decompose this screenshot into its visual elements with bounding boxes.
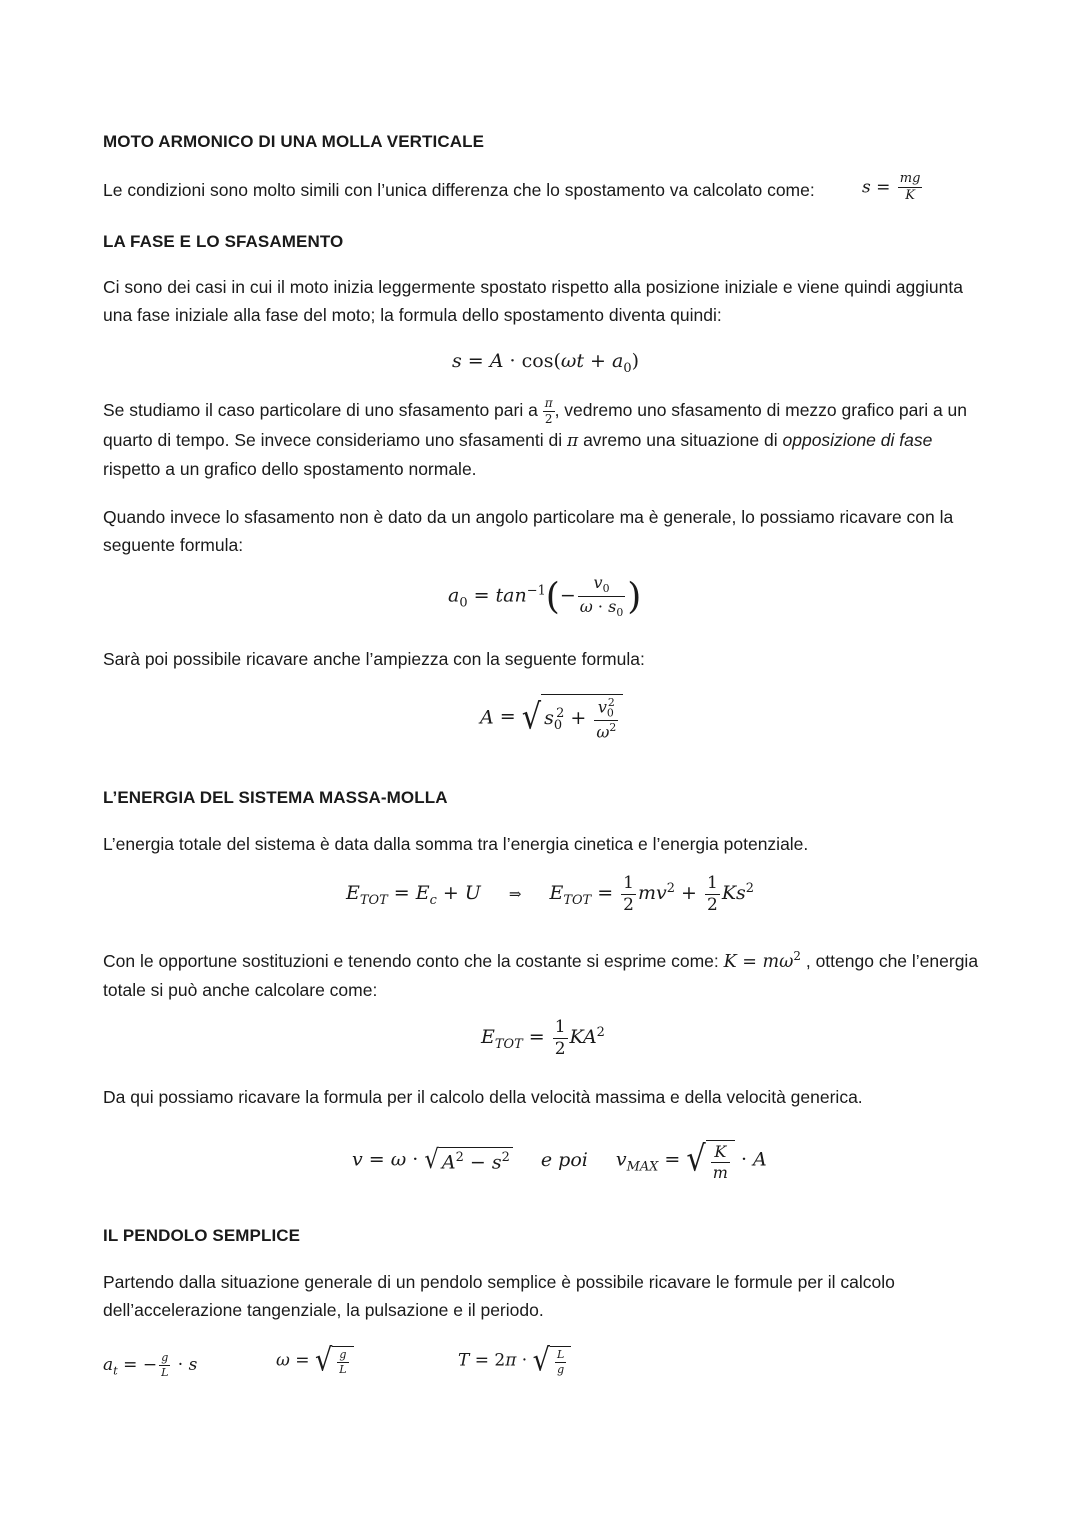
paragraph-vertical-spring: Le condizioni sono molto simili con l’unica differenza che lo spostamento va calcolato come: xyxy=(103,180,815,200)
paragraph-phase-cases: Se studiamo il caso particolare di uno sfasamento pari a $\frac{\pi}{2}$ , vedremo uno sfasamento di mezzo grafico pari a un quarto di tempo. Se invece consideriamo uno sfasamenti di π avremo una situazione di opposizione di fase rispetto a un grafico dello spostamento normale. xyxy=(103,395,968,480)
formula-displacement-mg-k: s = $\frac{mg}{K}$ xyxy=(862,171,921,204)
paragraph-amplitude: Sarà poi possibile ricavare anche l’ampiezza con la seguente formula: xyxy=(103,649,645,669)
heading-energy: L’ENERGIA DEL SISTEMA MASSA-MOLLA xyxy=(103,788,448,807)
formula-pi-half: $\frac{\pi}{2}$ xyxy=(544,395,553,426)
paragraph-total-energy: L’energia totale del sistema è data dalla somma tra l’energia cinetica e l’energia potenziale. xyxy=(103,834,809,854)
paragraph-velocity: Da qui possiamo ricavare la formula per il calcolo della velocità massima e della velocità generica. xyxy=(103,1087,863,1107)
heading-vertical-spring: MOTO ARMONICO DI UNA MOLLA VERTICALE xyxy=(103,132,485,151)
paragraph-general-phase: Quando invece lo sfasamento non è dato da un angolo particolare ma è generale, lo possiamo ricavare con la seguente formula: xyxy=(103,507,954,555)
formula-initial-phase: $a_0 = \tan^{-1}(-$ $\frac{v_0}{\omega \cdot s_0}$ ) xyxy=(448,573,642,620)
formula-total-energy-amplitude: $E_{TOT}$ = $\frac{1}{2}$ $KA^2$ xyxy=(481,1017,605,1059)
formula-amplitude: A = √ $s_0^2$ + $\frac{v_0^2}{\omega^2}$ xyxy=(480,694,623,741)
formula-period: T = 2π · √ $\frac{L}{g}$ xyxy=(458,1346,571,1376)
symbol-pi: π xyxy=(567,431,579,452)
paragraph-phase-intro: Ci sono dei casi in cui il moto inizia leggermente spostato rispetto alla posizione iniziale e viene quindi aggiunta una fase iniziale alla fase del moto; la formula dello spostamento diventa quindi: xyxy=(103,277,963,325)
formula-spring-constant: $K = m\omega^2$ xyxy=(723,949,801,972)
formula-displacement-with-phase: $s = A \cdot \cos(\omega t + a_0)$ xyxy=(452,350,639,376)
formula-velocity: v = ω · √ $A^2 - s^2$ e poi $v_{MAX}$ = √ $\frac{K}{m}$ · A xyxy=(352,1139,767,1182)
heading-phase-shift: LA FASE E LO SFASAMENTO xyxy=(103,232,344,251)
formula-tangential-acceleration: $a_t$ = − $\frac{g}{L}$ · s xyxy=(103,1351,198,1380)
formula-total-energy: $E_{TOT} = E_c + U$ ⇒ $E_{TOT}$ = $\frac{1}{2}$ $mv^2$ + $\frac{1}{2}$ Ks$^2$ xyxy=(346,873,754,915)
paragraph-pendulum: Partendo dalla situazione generale di un pendolo semplice è possibile ricavare le formule per il calcolo dell’accelerazione tangenziale, la pulsazione e il periodo. xyxy=(103,1272,895,1320)
paragraph-energy-substitution: Con le opportune sostituzioni e tenendo conto che la costante si esprime come: $K = m\omega^2$ , ottengo che l’energia totale si può anche calcolare come: xyxy=(103,949,979,1000)
heading-simple-pendulum: IL PENDOLO SEMPLICE xyxy=(103,1226,301,1245)
formula-angular-frequency: ω = √ $\frac{g}{L}$ xyxy=(276,1346,354,1376)
